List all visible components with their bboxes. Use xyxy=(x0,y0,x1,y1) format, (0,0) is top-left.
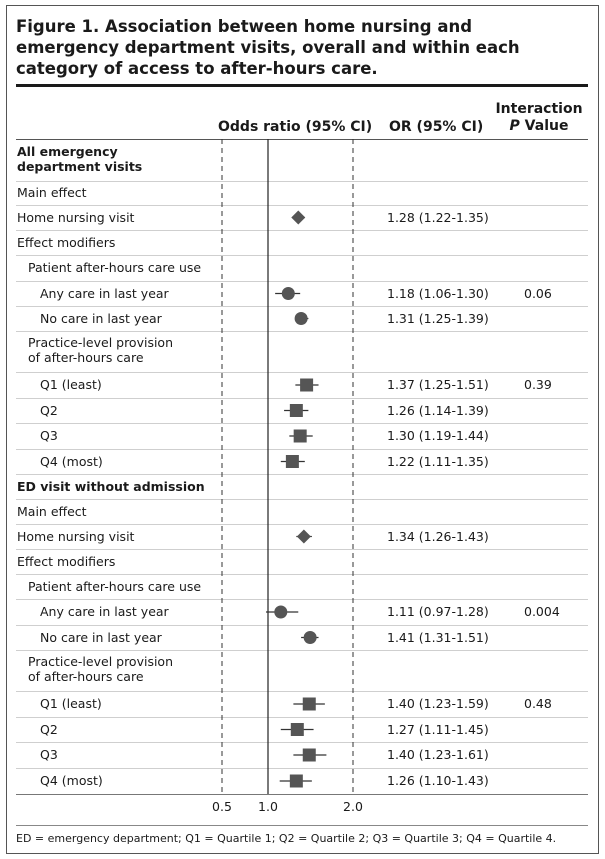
row-label: Q4 (most) xyxy=(40,453,103,469)
row-label: Effect modifiers xyxy=(17,553,116,569)
row-label: Q3 xyxy=(40,747,58,762)
row-label: Q4 (most) xyxy=(40,773,103,788)
row-label: Q2 xyxy=(40,402,58,418)
footnote-rule xyxy=(16,825,588,826)
interaction-header-p: P xyxy=(509,118,520,134)
interaction-p-value: 0.004 xyxy=(524,604,560,619)
interaction-p-value: 0.06 xyxy=(524,285,552,301)
interaction-p-value: 0.48 xyxy=(524,696,552,711)
or-ci-value: 1.28 (1.22-1.35) xyxy=(387,209,489,225)
or-ci-value: 1.40 (1.23-1.61) xyxy=(387,747,489,762)
figure-title: Figure 1. Association between home nursing and emergency department visits, overall and within each category of access to after-hours care. xyxy=(16,17,520,78)
x-tick-label: 2.0 xyxy=(343,799,363,814)
row-label: No care in last year xyxy=(40,629,162,645)
or-ci-value: 1.41 (1.31-1.51) xyxy=(387,629,489,645)
point-estimate-circle xyxy=(282,287,295,300)
row-label: Home nursing visit xyxy=(17,528,135,544)
point-estimate-square xyxy=(303,698,316,711)
point-estimate-square xyxy=(291,723,304,736)
row-label: Q3 xyxy=(40,428,58,443)
or-ci-value: 1.26 (1.10-1.43) xyxy=(387,773,489,788)
or-ci-value: 1.18 (1.06-1.30) xyxy=(387,285,489,301)
point-estimate-square xyxy=(303,749,316,762)
point-estimate-circle xyxy=(295,312,308,325)
or-ci-value: 1.37 (1.25-1.51) xyxy=(387,377,489,392)
or-ci-header: OR (95% CI) xyxy=(389,119,484,135)
point-estimate-square xyxy=(290,404,303,417)
row-label: Home nursing visit xyxy=(17,209,135,225)
row-label: Q1 (least) xyxy=(40,377,102,392)
row-label: All emergency department visits xyxy=(17,144,143,174)
point-estimate-diamond xyxy=(297,530,311,544)
row-label: Practice-level provision of after-hours care xyxy=(28,335,174,365)
point-estimate-square xyxy=(300,379,313,392)
point-estimate-circle xyxy=(304,631,317,644)
x-tick-label: 0.5 xyxy=(212,799,232,814)
row-label: Q1 (least) xyxy=(40,696,102,711)
or-ci-value: 1.30 (1.19-1.44) xyxy=(387,428,489,443)
point-estimate-diamond xyxy=(291,211,305,225)
point-estimate-square xyxy=(290,775,303,788)
row-label: Q2 xyxy=(40,721,58,737)
point-estimate-circle xyxy=(274,606,287,619)
or-ci-value: 1.11 (0.97-1.28) xyxy=(387,604,489,619)
row-label: Any care in last year xyxy=(40,285,169,301)
interaction-header-line1: Interaction xyxy=(495,101,583,117)
row-label: Patient after-hours care use xyxy=(28,578,202,594)
row-label: Main effect xyxy=(17,185,87,200)
row-label: No care in last year xyxy=(40,310,162,326)
or-ci-value: 1.22 (1.11-1.35) xyxy=(387,453,489,469)
row-label: Practice-level provision of after-hours care xyxy=(28,654,174,684)
or-ci-value: 1.40 (1.23-1.59) xyxy=(387,696,489,711)
point-estimate-square xyxy=(294,430,307,443)
row-label: Main effect xyxy=(17,503,87,519)
point-estimate-square xyxy=(286,455,299,468)
interaction-header-value: Value xyxy=(519,118,569,134)
or-ci-value: 1.31 (1.25-1.39) xyxy=(387,310,489,326)
or-ci-value: 1.26 (1.14-1.39) xyxy=(387,402,489,418)
row-label: Effect modifiers xyxy=(17,234,116,250)
footnote: ED = emergency department; Q1 = Quartile 1; Q2 = Quartile 2; Q3 = Quartile 3; Q4 = Quartile 4. xyxy=(16,832,557,845)
odds-ratio-header: Odds ratio (95% CI) xyxy=(218,119,373,135)
x-tick-label: 1.0 xyxy=(258,799,278,814)
row-label: ED visit without admission xyxy=(17,478,205,494)
row-label: Patient after-hours care use xyxy=(28,260,202,275)
or-ci-value: 1.27 (1.11-1.45) xyxy=(387,721,489,737)
or-ci-value: 1.34 (1.26-1.43) xyxy=(387,528,489,544)
row-label: Any care in last year xyxy=(40,604,169,619)
interaction-p-value: 0.39 xyxy=(524,377,552,392)
